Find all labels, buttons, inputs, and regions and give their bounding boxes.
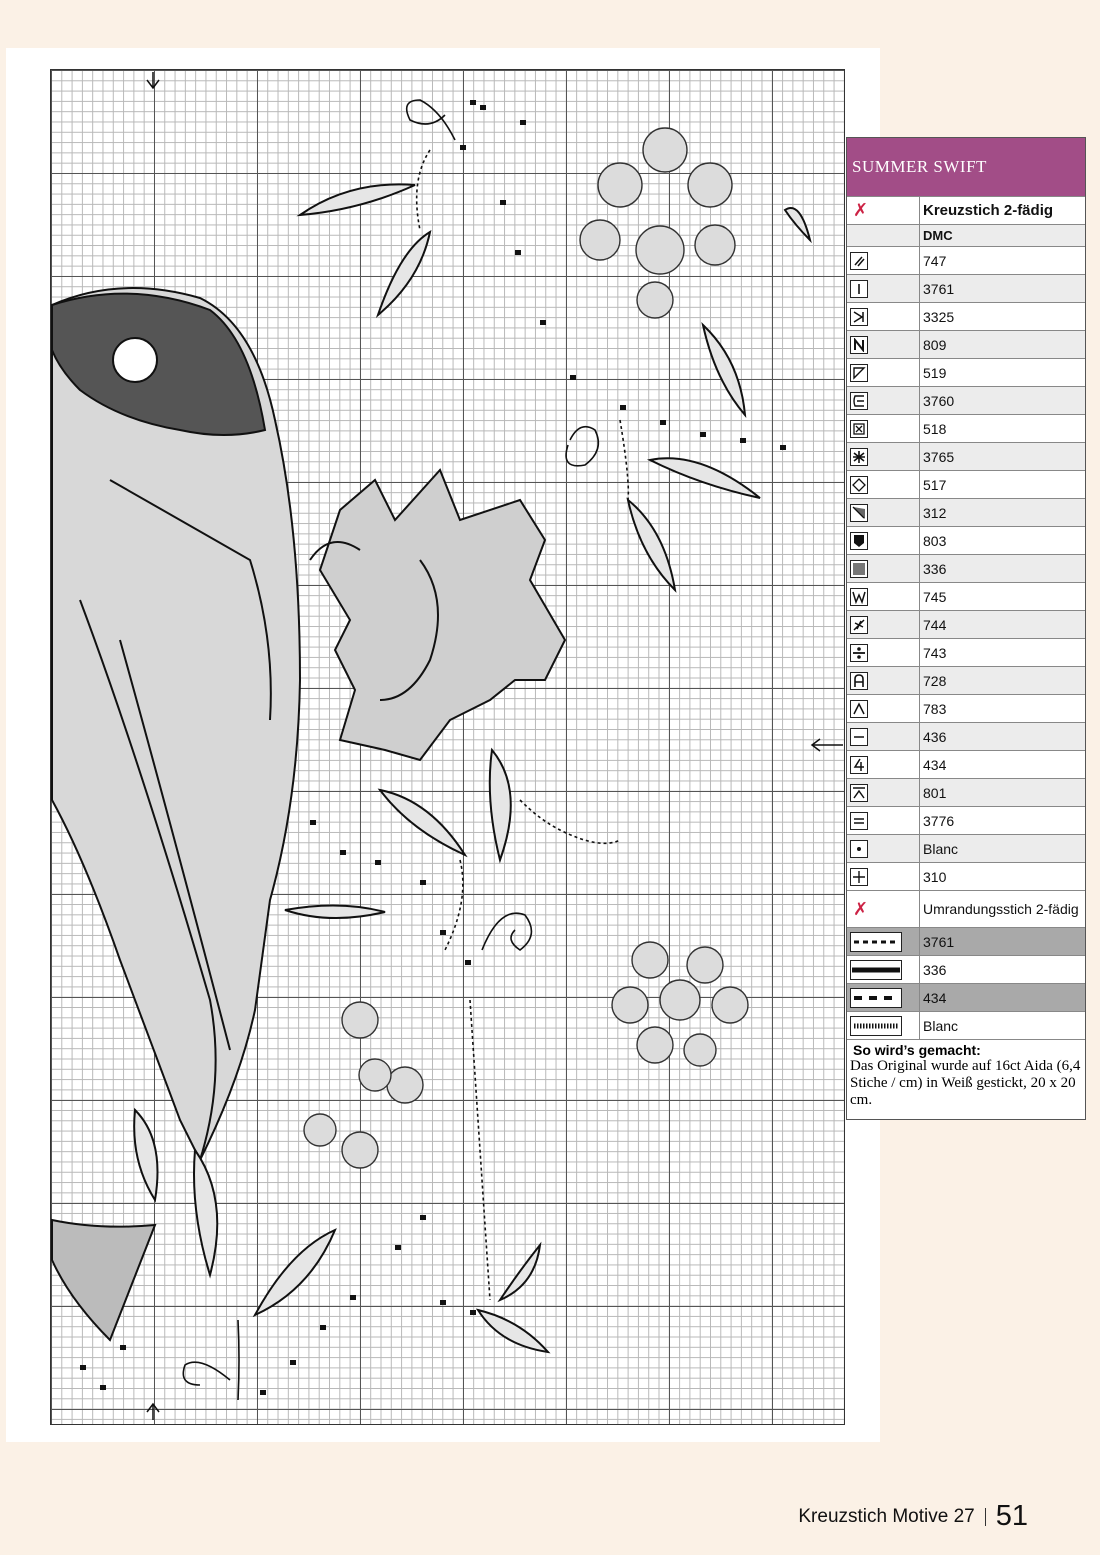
legend-row bbox=[847, 498, 1085, 526]
dashed-line-icon bbox=[850, 932, 902, 952]
color-key-legend bbox=[846, 137, 1086, 1120]
bar-icon bbox=[850, 280, 868, 298]
legend-row bbox=[847, 694, 1085, 722]
double-slash-icon bbox=[850, 252, 868, 270]
dmc-code: 743 bbox=[923, 644, 947, 661]
dmc-code: 312 bbox=[923, 504, 947, 521]
dmc-code: 745 bbox=[923, 588, 947, 605]
dmc-code: 434 bbox=[923, 756, 947, 773]
dmc-code: 809 bbox=[923, 336, 947, 353]
diagonal-arrow-icon bbox=[850, 504, 868, 522]
legend-row bbox=[847, 862, 1085, 890]
legend-row bbox=[847, 834, 1085, 862]
dmc-code: 3761 bbox=[923, 933, 955, 950]
note-title: So wird’s gemacht: bbox=[853, 1042, 981, 1058]
bracket-icon bbox=[850, 392, 868, 410]
legend-backstitch-item bbox=[847, 927, 1085, 955]
dmc-code: 803 bbox=[923, 532, 947, 549]
legend-row bbox=[847, 302, 1085, 330]
legend-row bbox=[847, 330, 1085, 358]
legend-cross-stitch-row bbox=[847, 196, 1085, 224]
legend-row bbox=[847, 358, 1085, 386]
dmc-code: 517 bbox=[923, 476, 947, 493]
dmc-code: 336 bbox=[923, 560, 947, 577]
dmc-code: 336 bbox=[923, 961, 947, 978]
dmc-code: 3760 bbox=[923, 392, 955, 409]
equals-icon bbox=[850, 812, 868, 830]
center-arrow-right-icon bbox=[812, 739, 843, 751]
legend-backstitch-item bbox=[847, 955, 1085, 983]
legend-row bbox=[847, 778, 1085, 806]
legend-title: SUMMER SWIFT bbox=[847, 138, 1085, 196]
legend-row bbox=[847, 246, 1085, 274]
bell-flower-motif bbox=[310, 470, 565, 760]
dmc-code: 3776 bbox=[923, 812, 955, 829]
dot-icon bbox=[850, 840, 868, 858]
legend-row bbox=[847, 806, 1085, 834]
dmc-code: 3765 bbox=[923, 448, 955, 465]
thick-line-icon bbox=[850, 960, 902, 980]
boxed-x-icon bbox=[850, 420, 868, 438]
page-footer bbox=[798, 1500, 1028, 1533]
dmc-code: 783 bbox=[923, 700, 947, 717]
legend-row bbox=[847, 274, 1085, 302]
legend-dmc-header-row bbox=[847, 224, 1085, 246]
legend-backstitch-item bbox=[847, 983, 1085, 1011]
instructions-note bbox=[847, 1039, 1085, 1119]
dmc-code: 518 bbox=[923, 420, 947, 437]
legend-backstitch-item bbox=[847, 1011, 1085, 1039]
magazine-title: Kreuzstich Motive 27 bbox=[798, 1505, 975, 1527]
legend-row bbox=[847, 610, 1085, 638]
legend-row bbox=[847, 386, 1085, 414]
dmc-code: 728 bbox=[923, 672, 947, 689]
center-arrow-top-icon bbox=[147, 72, 159, 88]
legend-row bbox=[847, 750, 1085, 778]
W-icon bbox=[850, 588, 868, 606]
dmc-code: 744 bbox=[923, 616, 947, 633]
diamond-icon bbox=[850, 476, 868, 494]
center-arrow-bottom-icon bbox=[147, 1404, 159, 1420]
legend-row bbox=[847, 722, 1085, 750]
dmc-code: 3325 bbox=[923, 308, 955, 325]
legend-row bbox=[847, 666, 1085, 694]
pentagon-icon bbox=[850, 532, 868, 550]
caret-icon bbox=[850, 700, 868, 718]
red-x-icon: ✗ bbox=[853, 200, 869, 220]
four-icon bbox=[850, 756, 868, 774]
footer-divider bbox=[985, 1508, 986, 1526]
triangle-corner-icon bbox=[850, 364, 868, 382]
dmc-code: 3761 bbox=[923, 280, 955, 297]
legend-row bbox=[847, 638, 1085, 666]
note-text: Das Original wurde auf 16ct Aida (6,4 Stiche / cm) in Weiß gestickt, 20 x 20 cm. bbox=[850, 1058, 1081, 1108]
minus-icon bbox=[850, 728, 868, 746]
legend-row bbox=[847, 414, 1085, 442]
long-dash-icon bbox=[850, 988, 902, 1008]
dmc-code: 310 bbox=[923, 868, 947, 885]
plus-icon bbox=[850, 868, 868, 886]
legend-backstitch-row bbox=[847, 890, 1085, 927]
dmc-code: Blanc bbox=[923, 1017, 959, 1034]
cross-stitch-label: Kreuzstich 2-fädig bbox=[923, 202, 1054, 219]
hatched-line-icon bbox=[850, 1016, 902, 1036]
legend-row bbox=[847, 526, 1085, 554]
N-icon bbox=[850, 336, 868, 354]
dmc-code: Blanc bbox=[923, 840, 959, 857]
dmc-code: 434 bbox=[923, 989, 947, 1006]
divide-icon bbox=[850, 644, 868, 662]
legend-row bbox=[847, 470, 1085, 498]
arrow-bar-icon bbox=[850, 308, 868, 326]
dmc-code: 801 bbox=[923, 784, 947, 801]
dmc-code: 747 bbox=[923, 252, 947, 269]
asterisk-icon bbox=[850, 448, 868, 466]
backstitch-label: Umrandungsstich 2-fädig bbox=[923, 900, 1079, 917]
legend-row bbox=[847, 554, 1085, 582]
pi-icon bbox=[850, 784, 868, 802]
legend-row bbox=[847, 442, 1085, 470]
page-number: 51 bbox=[995, 1500, 1028, 1532]
dmc-code: 436 bbox=[923, 728, 947, 745]
bird-motif bbox=[52, 288, 300, 1340]
A-icon bbox=[850, 672, 868, 690]
star-slash-icon bbox=[850, 616, 868, 634]
dmc-label: DMC bbox=[923, 228, 953, 243]
dmc-code: 519 bbox=[923, 364, 947, 381]
red-x-icon: ✗ bbox=[853, 898, 869, 919]
legend-row bbox=[847, 582, 1085, 610]
filled-square-icon bbox=[850, 560, 868, 578]
